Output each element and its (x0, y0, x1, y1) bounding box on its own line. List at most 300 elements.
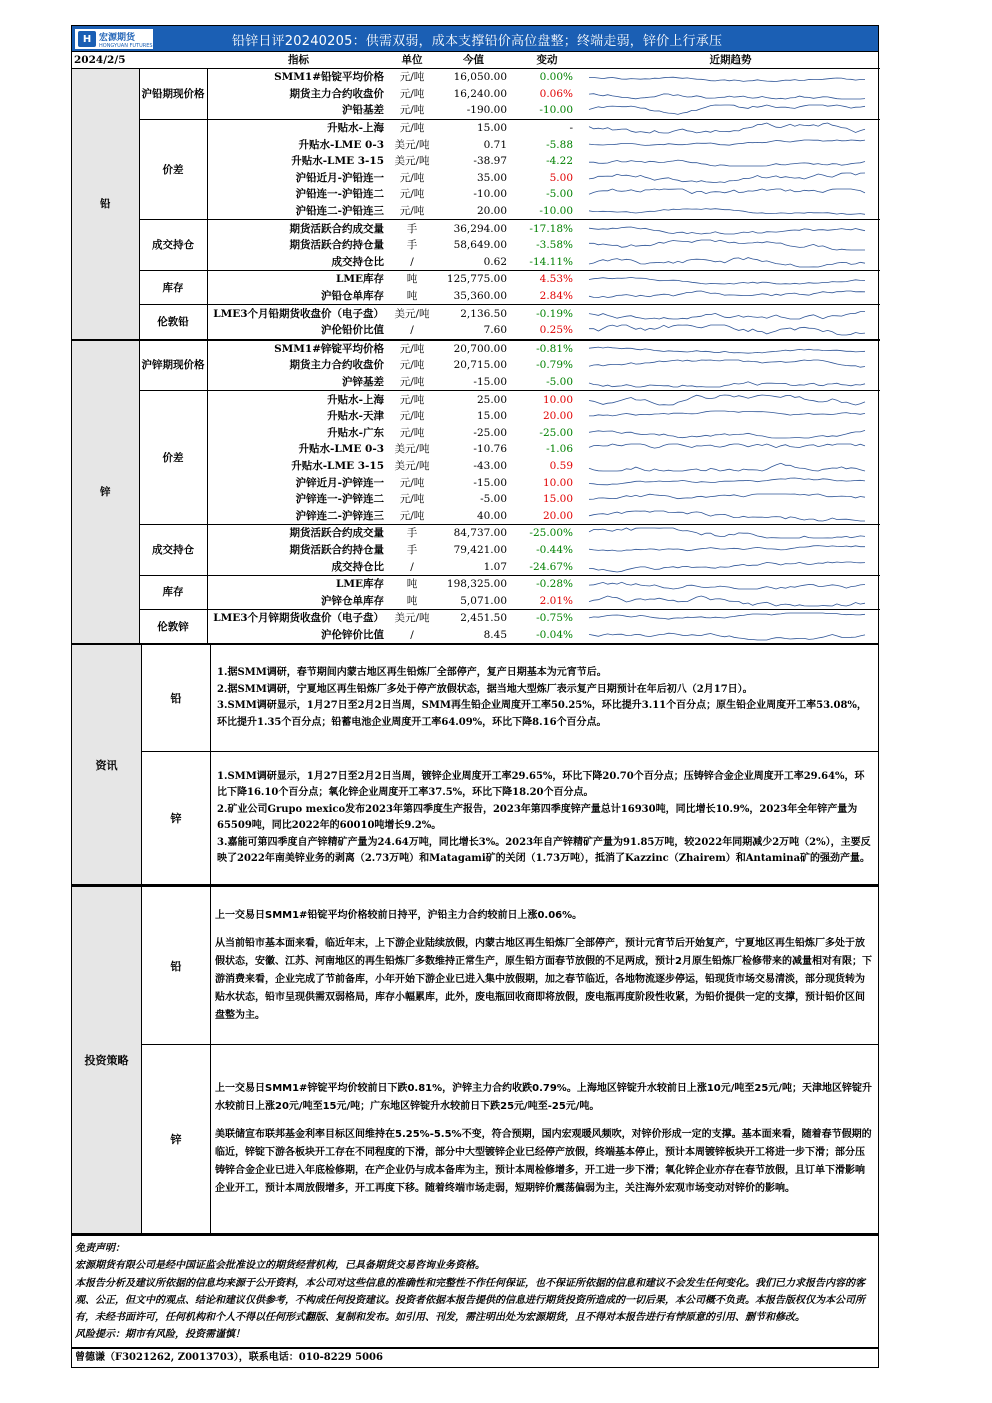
sparkline-line (589, 325, 865, 335)
sparkline-svg (581, 508, 871, 524)
col-value: 今值 (434, 52, 513, 69)
unit-cell: 元/吨 (399, 509, 425, 522)
trend-sparkline (581, 391, 880, 408)
change-cell: 20.00 (542, 509, 574, 522)
unit-cell: 元/吨 (399, 410, 425, 423)
category-label: 沪铅期现价格 (139, 69, 207, 120)
indicator-cell: 沪伦铅价比值 (321, 324, 385, 337)
indicator-cell: 沪铅近月-沪铅连一 (295, 171, 385, 184)
unit-cell: 元/吨 (399, 205, 425, 218)
sparkline-svg (581, 102, 871, 118)
indicator-cell: 期货活跃合约成交量 (207, 525, 390, 542)
indicator-cell: 成交持仓比 (331, 255, 385, 268)
strategy-zinc-para: 上一交易日SMM1#锌锭平均价较前日下跌0.81%，沪锌主力合约收跌0.79%。上海地区锌锭升水较前日上涨10元/吨至25元/吨；天津地区锌锭升水较前日上涨20元/吨至15元/吨；广东地区锌锭升水较前日下跌25元/吨至-25元/吨。 (215, 1083, 872, 1113)
unit-cell: 元/吨 (399, 104, 425, 117)
change-cell: 5.00 (549, 171, 574, 184)
sparkline-line (589, 105, 865, 114)
trend-sparkline (581, 340, 880, 358)
sparkline-line (589, 395, 865, 405)
change-cell: -4.22 (546, 155, 574, 168)
risk-warning: 风险提示：期市有风险，投资需谨慎！ (75, 1329, 245, 1341)
sparkline-line (589, 582, 865, 589)
category-label: 成交持仓 (139, 525, 207, 576)
value-cell: -15.00 (473, 375, 508, 388)
unit-cell: 美元/吨 (394, 443, 430, 456)
sparkline-line (589, 278, 865, 285)
indicator-cell: 期货活跃合约持仓量 (289, 239, 385, 252)
change-cell: -5.88 (546, 138, 574, 151)
sparkline-svg (581, 120, 871, 136)
sparkline-line (589, 227, 865, 234)
unit-cell: 元/吨 (399, 87, 425, 100)
indicator-cell: 升贴水-LME 3-15 (291, 459, 385, 472)
trend-sparkline (581, 558, 880, 575)
trend-sparkline (581, 610, 880, 627)
change-cell: -25.00 (539, 426, 574, 439)
strategy-lead-text (211, 886, 879, 1045)
indicator-cell: LME3个月铅期货收盘价（电子盘） (207, 305, 390, 322)
sparkline-svg (581, 288, 871, 304)
strategy-lead-para: 从当前铅市基本面来看，临近年末，上下游企业陆续放假，内蒙古地区再生铅炼厂全部停产，预计元宵节后开始复产，宁夏地区再生铅炼厂多处于放假状态，安徽、江苏、河南地区的再生铅炼厂多数维持正常生产，原生铅方面春节放假的不足两成，预计2月原生铅炼厂检修带来的减量相对有限；下游消费来看，企业完成了节前备库，小年开始下游企业已进入集中放假期，加之春节临近，各地物流逐步停运，铅现货市场交易清淡，部分现货转为贴水状态，铅市呈现供需双弱格局，库存小幅累库，此外，废电瓶回收商即将放假，废电瓶再度阶段性收紧，为铅价提供一定的支撑，预计铅价区间盘整为主。 (215, 937, 872, 1021)
trend-sparkline (581, 69, 880, 86)
sparkline-line (589, 596, 865, 606)
sparkline-line (589, 360, 865, 367)
sparkline-svg (581, 322, 871, 338)
unit-cell: 元/吨 (390, 340, 434, 358)
sparkline-svg (581, 425, 871, 441)
sparkline-line (589, 189, 865, 194)
indicator-cell: 升贴水-LME 3-15 (291, 155, 385, 168)
value-cell: 15.00 (476, 410, 508, 423)
sparkline-svg (581, 408, 871, 424)
trend-sparkline (581, 153, 880, 170)
change-cell: - (513, 119, 581, 136)
col-indicator: 指标 (207, 52, 390, 69)
change-cell: 0.06% (539, 87, 574, 100)
indicator-cell: 期货活跃合约持仓量 (289, 543, 385, 556)
table-row (72, 220, 880, 237)
sparkline-svg (581, 306, 871, 322)
change-cell: -24.67% (529, 560, 574, 573)
value-cell: 40.00 (476, 509, 508, 522)
sparkline-svg (581, 153, 871, 169)
value-cell: -190.00 (466, 104, 508, 117)
unit-cell: 吨 (406, 290, 418, 303)
unit-cell: 美元/吨 (394, 459, 430, 472)
trend-sparkline (581, 424, 880, 441)
sparkline-svg (581, 86, 871, 102)
value-cell: 5,071.00 (460, 594, 508, 607)
value-cell: 20.00 (476, 205, 508, 218)
indicator-cell: 升贴水-天津 (327, 410, 385, 423)
unit-cell: / (410, 560, 414, 573)
report-date: 2024/2/5 (72, 52, 207, 69)
unit-cell: 手 (406, 543, 418, 556)
sparkline-line (589, 430, 865, 438)
indicator-cell: 沪锌连二-沪锌连三 (295, 509, 385, 522)
value-cell: 8.45 (483, 628, 508, 641)
unit-cell: / (410, 324, 414, 337)
change-cell: 20.00 (542, 410, 574, 423)
change-cell: 0.25% (539, 324, 574, 337)
trend-sparkline (581, 491, 880, 508)
value-cell: 198,325.00 (434, 575, 513, 592)
disclaimer-line: 本报告分析及建议所依据的信息均来源于公开资料，本公司对这些信息的准确性和完整性不作任何保证，也不保证所依据的信息和建议不会发生任何变化。我们已力求报告内容的客观、公正，但文中的观点、结论和建议仅供参考，不构成任何投资建议。投资者依据本报告提供的信息进行期货投资所造成的一切后果，本公司概不负责。本报告版权仅为本公司所有，未经书面许可，任何机构和个人不得以任何形式翻版、复制和发布。如引用、刊发，需注明出处为宏源期货，且不得对本报告进行有悖原意的引用、删节和修改。 (75, 1277, 865, 1323)
indicator-cell: LME3个月锌期货收盘价（电子盘） (207, 610, 390, 627)
trend-sparkline (581, 119, 880, 136)
sparkline-svg (581, 627, 871, 643)
trend-sparkline (581, 474, 880, 491)
sparkline-line (589, 94, 865, 99)
value-cell: -38.97 (473, 155, 508, 168)
value-cell: 35,360.00 (453, 290, 508, 303)
unit-cell: 元/吨 (399, 426, 425, 439)
table-header-row (72, 52, 880, 69)
unit-cell: 美元/吨 (394, 155, 430, 168)
indicator-cell: 成交持仓比 (331, 560, 385, 573)
value-cell: 15.00 (434, 119, 513, 136)
sparkline-line (589, 240, 865, 250)
change-cell: -0.28% (513, 575, 581, 592)
trend-sparkline (581, 254, 880, 271)
indicator-cell: 升贴水-上海 (207, 119, 390, 136)
change-cell: -17.18% (513, 220, 581, 237)
category-label: 沪锌期现价格 (139, 340, 207, 391)
sparkline-line (589, 444, 865, 448)
strategy-label: 投资策略 (72, 886, 142, 1234)
indicator-cell: 沪铅连一-沪铅连二 (295, 188, 385, 201)
change-cell: -0.04% (536, 628, 574, 641)
sparkline-svg (581, 491, 871, 507)
trend-sparkline (581, 408, 880, 425)
group-label: 铅 (72, 69, 139, 340)
change-cell: -0.75% (513, 610, 581, 627)
sparkline-line (589, 528, 865, 538)
unit-cell: / (410, 628, 414, 641)
value-cell: 35.00 (476, 171, 508, 184)
sparkline-svg (581, 542, 871, 558)
change-cell: -1.06 (546, 443, 574, 456)
value-cell: 0.71 (483, 138, 508, 151)
unit-cell: 吨 (390, 271, 434, 288)
sparkline-svg (581, 374, 871, 390)
group-label: 锌 (72, 340, 139, 644)
category-label: 伦敦锌 (139, 610, 207, 644)
value-cell: 20,715.00 (453, 359, 508, 372)
value-cell: 16,240.00 (453, 87, 508, 100)
trend-sparkline (581, 220, 880, 237)
sparkline-svg (581, 357, 871, 373)
trend-sparkline (581, 86, 880, 103)
change-cell: 10.00 (542, 476, 574, 489)
indicator-cell: LME库存 (207, 271, 390, 288)
sparkline-svg (581, 69, 871, 85)
sparkline-line (589, 209, 865, 215)
sparkline-svg (581, 610, 871, 626)
report-header (71, 25, 879, 52)
change-cell: 2.01% (539, 594, 574, 607)
trend-sparkline (581, 288, 880, 305)
sparkline-line (589, 347, 865, 353)
value-cell: 7.60 (483, 324, 508, 337)
change-cell: -10.00 (539, 104, 574, 117)
table-row (72, 525, 880, 542)
unit-cell: 吨 (390, 575, 434, 592)
trend-sparkline (581, 357, 880, 374)
unit-cell: 元/吨 (390, 69, 434, 86)
sparkline-line (589, 77, 865, 81)
unit-cell: 元/吨 (390, 119, 434, 136)
change-cell: -14.11% (529, 255, 574, 268)
strategy-zinc-text (211, 1045, 879, 1234)
sparkline-svg (581, 525, 871, 541)
sparkline-line (589, 511, 865, 521)
indicator-cell: 沪伦锌价比值 (321, 628, 385, 641)
value-cell: 25.00 (434, 391, 513, 408)
table-body (72, 69, 880, 644)
change-cell: 2.84% (539, 290, 574, 303)
table-row (72, 391, 880, 408)
value-cell: 125,775.00 (434, 271, 513, 288)
indicator-cell: 沪锌近月-沪锌连一 (295, 476, 385, 489)
indicator-cell: 沪锌仓单库存 (321, 594, 385, 607)
change-cell: 4.53% (513, 271, 581, 288)
strategy-zinc-label: 锌 (142, 1045, 211, 1234)
price-table (72, 52, 880, 643)
indicator-cell: 期货主力合约收盘价 (289, 87, 385, 100)
trend-sparkline (581, 507, 880, 524)
sparkline-svg (581, 221, 871, 237)
trend-sparkline (581, 305, 880, 322)
price-table-wrap (71, 52, 879, 643)
strategy-lead-para: 上一交易日SMM1#铅锭平均价格较前日持平，沪铅主力合约较前日上涨0.06%。 (215, 909, 583, 921)
indicator-cell: 期货活跃合约成交量 (207, 220, 390, 237)
news-zinc-item: 2.矿业公司Grupo mexico发布2023年第四季度生产报告，2023年第四季度锌产量总计16930吨，同比增长10.9%，2023年全年锌产量为65509吨，同比2022年的60010吨增长9.2%。 (217, 803, 858, 832)
news-section (71, 643, 879, 885)
change-cell: -0.81% (513, 340, 581, 358)
sparkline-svg (581, 559, 871, 575)
news-zinc-item: 1.SMM调研显示，1月27日至2月2日当周，镀锌企业周度开工率29.65%，环比下降20.70个百分点；压铸锌合金企业周度开工率29.64%，环比下降16.10个百分点；氧化锌企业周度开工率37.5%，环比下降18.20个百分点。 (217, 770, 865, 799)
table-row (72, 610, 880, 627)
news-zinc-label: 锌 (142, 752, 211, 885)
sparkline-svg (581, 441, 871, 457)
disclaimer-line: 宏源期货有限公司是经中国证监会批准设立的期货经营机构，已具备期货交易咨询业务资格。 (75, 1260, 485, 1272)
unit-cell: 美元/吨 (390, 305, 434, 322)
disclaimer-title: 免责声明： (75, 1243, 125, 1255)
unit-cell: 元/吨 (399, 188, 425, 201)
unit-cell: 手 (390, 220, 434, 237)
unit-cell: / (410, 255, 414, 268)
sparkline-line (589, 633, 865, 640)
indicator-cell: 沪铅仓单库存 (321, 290, 385, 303)
indicator-cell: LME库存 (207, 575, 390, 592)
value-cell: -43.00 (473, 459, 508, 472)
indicator-cell: 升贴水-LME 0-3 (298, 138, 385, 151)
value-cell: -15.00 (473, 476, 508, 489)
change-cell: -5.00 (546, 375, 574, 388)
table-row (72, 340, 880, 358)
change-cell: -0.44% (536, 543, 574, 556)
indicator-cell: 沪锌基差 (342, 375, 385, 388)
strategy-lead-label: 铅 (142, 886, 211, 1045)
trend-sparkline (581, 525, 880, 542)
change-cell: -5.00 (546, 188, 574, 201)
change-cell: -25.00% (513, 525, 581, 542)
logo-en-text: HONGYUAN FUTURES (99, 42, 153, 49)
value-cell: -10.76 (473, 443, 508, 456)
sparkline-svg (581, 203, 871, 219)
indicator-cell: 沪铅连二-沪铅连三 (295, 205, 385, 218)
news-lead-item: 1.据SMM调研，春节期间内蒙古地区再生铅炼厂全部停产，复产日期基本为元宵节后。 (217, 667, 607, 679)
news-lead-item: 3.SMM调研显示，1月27日至2月2日当周，SMM再生铅企业周度开工率50.25%，环比提升3.11个百分点；原生铅企业周度开工率53.08%，环比提升1.35个百分点；铅蓄电池企业周度开工率64.09%，环比下降8.16个百分点。 (217, 700, 867, 728)
strategy-zinc-para: 美联储宣布联邦基金利率目标区间维持在5.25%-5.5%不变，符合预期，国内宏观暖风频吹，对锌价形成一定的支撑。基本面来看，随着春节假期的临近，锌锭下游各板块开工存在不同程度的下滑，部分中大型镀锌企业已经停产放假，终端基本停止，预计本周镀锌板块开工将进一步下滑；部分压铸锌合金企业已进入年底检修期，在产企业仍与成本备库为主，预计本周检修增多，开工进一步下滑；氧化锌企业亦存在春节放假，且订单下滑影响企业开工，预计本周放假增多，开工再度下移。随着终端市场走弱，短期锌价震荡偏弱为主，关注海外宏观市场变动对锌价的影响。 (215, 1129, 872, 1195)
sparkline-svg (581, 458, 871, 474)
sparkline-line (589, 613, 865, 619)
sparkline-line (589, 257, 865, 266)
unit-cell: 元/吨 (390, 391, 434, 408)
col-unit: 单位 (390, 52, 434, 69)
report-sheet (71, 25, 879, 1368)
logo-mark-icon: H (78, 31, 96, 47)
trend-sparkline (581, 441, 880, 458)
sparkline-line (589, 173, 865, 183)
value-cell: 79,421.00 (453, 543, 508, 556)
trend-sparkline (581, 458, 880, 475)
news-zinc-item: 3.嘉能可第四季度自产锌精矿产量为24.64万吨，同比增长3%。2023年自产锌精矿产量为91.85万吨，较2022年同期减少2万吨（2%），主要反映了2022年南美锌业务的剥离（2.73万吨）和Matagami矿的关闭（1.73万吨），抵消了Kazzinc（Zhairem）和Antamina矿的强劲产量。 (217, 836, 871, 865)
col-change: 变动 (513, 52, 581, 69)
sparkline-svg (581, 576, 871, 592)
value-cell: 2,136.50 (434, 305, 513, 322)
trend-sparkline (581, 271, 880, 288)
unit-cell: 元/吨 (399, 359, 425, 372)
unit-cell: 美元/吨 (390, 610, 434, 627)
change-cell: -0.79% (536, 359, 574, 372)
indicator-cell: 升贴水-LME 0-3 (298, 443, 385, 456)
sparkline-svg (581, 271, 871, 287)
trend-sparkline (581, 237, 880, 254)
sparkline-line (589, 478, 865, 485)
sparkline-svg (581, 341, 871, 357)
change-cell: 10.00 (513, 391, 581, 408)
unit-cell: 元/吨 (399, 493, 425, 506)
trend-sparkline (581, 102, 880, 119)
sparkline-line (589, 463, 865, 471)
category-label: 价差 (139, 391, 207, 525)
sparkline-line (589, 160, 865, 166)
sparkline-svg (581, 237, 871, 253)
news-lead-label: 铅 (142, 644, 211, 752)
sparkline-svg (581, 186, 871, 202)
category-label: 伦敦铅 (139, 305, 207, 340)
indicator-cell: 升贴水-广东 (327, 426, 385, 439)
sparkline-line (589, 291, 865, 298)
sparkline-line (589, 411, 865, 416)
news-lead-item: 2.据SMM调研，宁夏地区再生铅炼厂多处于停产放假状态，据当地大型炼厂表示复产日期预计在年后初八（2月17日）。 (217, 683, 753, 695)
sparkline-line (589, 140, 865, 145)
sparkline-svg (581, 392, 871, 408)
change-cell: -10.00 (539, 205, 574, 218)
value-cell: 0.62 (483, 255, 508, 268)
col-trend: 近期趋势 (581, 52, 880, 69)
sparkline-line (589, 311, 865, 319)
sparkline-svg (581, 593, 871, 609)
table-row (72, 69, 880, 86)
sparkline-svg (581, 254, 871, 270)
category-label: 价差 (139, 119, 207, 220)
trend-sparkline (581, 592, 880, 609)
change-cell: -3.58% (536, 239, 574, 252)
trend-sparkline (581, 322, 880, 340)
indicator-cell: 升贴水-上海 (207, 391, 390, 408)
table-row (72, 575, 880, 592)
indicator-cell: 沪铅基差 (342, 104, 385, 117)
trend-sparkline (581, 575, 880, 592)
sparkline-line (589, 494, 865, 499)
strategy-section (71, 885, 879, 1234)
company-logo (74, 28, 154, 50)
unit-cell: 手 (406, 239, 418, 252)
unit-cell: 元/吨 (399, 171, 425, 184)
change-cell: 0.59 (549, 459, 574, 472)
analyst-contact: 曾德谦（F3021262, Z0013703），联系电话：010-8229 5006 (71, 1348, 879, 1368)
change-cell: 15.00 (542, 493, 574, 506)
trend-sparkline (581, 186, 880, 203)
value-cell: 1.07 (483, 560, 508, 573)
value-cell: -10.00 (473, 188, 508, 201)
change-cell: 0.00% (513, 69, 581, 86)
category-label: 库存 (139, 575, 207, 609)
table-row (72, 271, 880, 288)
unit-cell: 元/吨 (399, 476, 425, 489)
indicator-cell: 沪锌连一-沪锌连二 (295, 493, 385, 506)
category-label: 库存 (139, 271, 207, 305)
news-label: 资讯 (72, 644, 142, 885)
table-row (72, 305, 880, 322)
value-cell: 58,649.00 (453, 239, 508, 252)
news-zinc-text (211, 752, 879, 885)
value-cell: 36,294.00 (434, 220, 513, 237)
value-cell: 2,451.50 (434, 610, 513, 627)
value-cell: -25.00 (473, 426, 508, 439)
indicator-cell: SMM1#铅锭平均价格 (207, 69, 390, 86)
sparkline-svg (581, 137, 871, 153)
sparkline-line (589, 562, 865, 572)
indicator-cell: SMM1#锌锭平均价格 (207, 340, 390, 358)
unit-cell: 元/吨 (399, 375, 425, 388)
sparkline-svg (581, 170, 871, 186)
value-cell: 20,700.00 (434, 340, 513, 358)
value-cell: 16,050.00 (434, 69, 513, 86)
change-cell: -0.19% (513, 305, 581, 322)
unit-cell: 吨 (406, 594, 418, 607)
unit-cell: 美元/吨 (394, 138, 430, 151)
report-title: 铅锌日评20240205：供需双弱，成本支撑铅价高位盘整；终端走弱，锌价上行承压 (232, 34, 723, 49)
value-cell: -5.00 (480, 493, 508, 506)
value-cell: 84,737.00 (434, 525, 513, 542)
trend-sparkline (581, 542, 880, 559)
category-label: 成交持仓 (139, 220, 207, 271)
news-lead-text (211, 644, 879, 752)
disclaimer (71, 1234, 879, 1348)
trend-sparkline (581, 627, 880, 644)
sparkline-svg (581, 475, 871, 491)
indicator-cell: 期货主力合约收盘价 (289, 359, 385, 372)
trend-sparkline (581, 374, 880, 391)
unit-cell: 手 (390, 525, 434, 542)
trend-sparkline (581, 203, 880, 220)
table-row (72, 119, 880, 136)
trend-sparkline (581, 170, 880, 187)
